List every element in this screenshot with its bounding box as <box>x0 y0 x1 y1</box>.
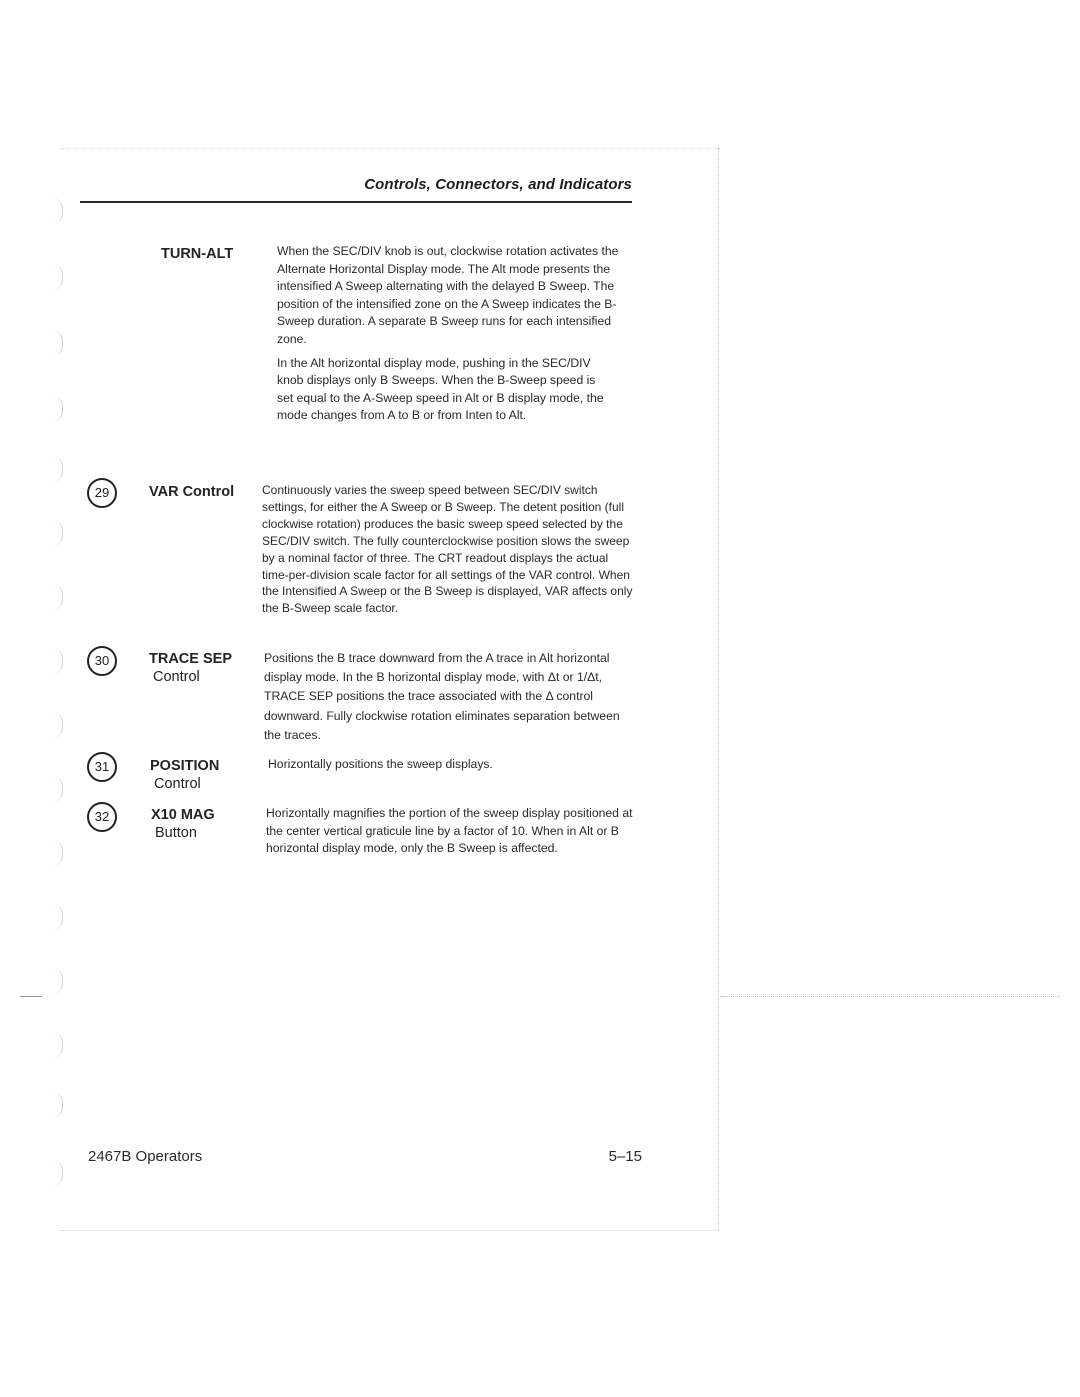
entry-label-line1: VAR Control <box>149 484 235 500</box>
callout-number-32: 32 <box>87 802 117 832</box>
scan-edge-top <box>60 148 720 149</box>
callout-number-30: 30 <box>87 646 117 676</box>
binder-hole-mark <box>52 198 63 224</box>
binder-hole-mark <box>52 904 63 930</box>
binder-hole-mark <box>52 968 63 994</box>
entry-description-var-control <box>262 482 634 617</box>
binder-hole-mark <box>52 456 63 482</box>
header-rule <box>80 201 632 203</box>
entry-description-trace-sep <box>264 649 636 745</box>
description-paragraph: Horizontally magnifies the portion of the sweep display positioned at the center vertical graticule line by a factor of 10. When in Alt or B horizontal display mode, only the B Sweep is affected. <box>266 806 633 856</box>
entry-label-line2: Control <box>154 776 201 792</box>
binder-hole-mark <box>52 584 63 610</box>
entry-label-position <box>150 757 219 793</box>
scan-edge-right <box>718 148 719 1230</box>
entry-label-line1: TRACE SEP <box>149 651 232 667</box>
binder-hole-mark <box>52 330 63 356</box>
footer-manual-name: 2467B Operators <box>88 1148 203 1165</box>
scan-mark-left <box>20 996 42 997</box>
entry-label-line2: Button <box>155 825 197 841</box>
callout-number-29: 29 <box>87 478 117 508</box>
scan-edge-mid <box>720 996 1060 997</box>
entry-label-turn-alt <box>161 245 233 263</box>
description-paragraph: Positions the B trace downward from the A trace in Alt horizontal display mode. In the B horizontal display mode, with Δt or 1/Δt, TRACE SEP positions the trace associated with the Δ control downward. Fully clockwise rotation eliminates separation between the traces. <box>264 651 620 742</box>
binder-hole-mark <box>52 648 63 674</box>
entry-label-line1: TURN-ALT <box>161 246 234 262</box>
binder-hole-mark <box>52 1160 63 1186</box>
entry-label-trace-sep <box>149 650 232 686</box>
scan-edge-bottom <box>60 1230 720 1231</box>
callout-number-31: 31 <box>87 752 117 782</box>
binder-hole-mark <box>52 840 63 866</box>
description-paragraph: Continuously varies the sweep speed between SEC/DIV switch settings, for either the A Sweep or B Sweep. The detent position (full clockwise rotation) produces the basic sweep speed selected by the SEC/DIV switch. The fully counterclockwise position slows the sweep by a nominal factor of three. The CRT readout displays the actual time-per-division scale factor for all settings of the VAR control. When the Intensified A Sweep or the B Sweep is displayed, VAR affects only the B-Sweep scale factor. <box>262 483 633 616</box>
binder-hole-mark <box>52 1032 63 1058</box>
footer-page-number: 5–15 <box>608 1148 642 1165</box>
entry-label-line1: POSITION <box>150 758 220 774</box>
entry-label-line1: X10 MAG <box>151 807 215 823</box>
entry-description-x10-mag <box>266 805 638 858</box>
entry-label-var-control <box>149 483 234 501</box>
entry-description-turn-alt <box>277 243 637 425</box>
binder-hole-mark <box>52 520 63 546</box>
entry-description-position <box>268 756 636 774</box>
description-paragraph: Horizontally positions the sweep displays. <box>268 757 493 771</box>
description-paragraph: When the SEC/DIV knob is out, clockwise rotation activates the Alternate Horizontal Display mode. The Alt mode presents the intensified A Sweep alternating with the delayed B Sweep. The position of the intensified zone on the A Sweep indicates the B-Sweep duration. A separate B Sweep runs for each intensified zone. <box>277 244 619 346</box>
entry-label-x10-mag <box>151 806 215 842</box>
section-header-title: Controls, Connectors, and Indicators <box>364 176 632 193</box>
binder-hole-mark <box>52 396 63 422</box>
description-paragraph: In the Alt horizontal display mode, pushing in the SEC/DIV knob displays only B Sweeps. When the B-Sweep speed is set equal to the A-Sweep speed in Alt or B display mode, the mode changes from A to B or from Inten to Alt. <box>277 355 604 423</box>
entry-label-line2: Control <box>153 669 200 685</box>
binder-hole-mark <box>52 776 63 802</box>
binder-hole-mark <box>52 264 63 290</box>
binder-hole-mark <box>52 1092 63 1118</box>
binder-hole-mark <box>52 712 63 738</box>
